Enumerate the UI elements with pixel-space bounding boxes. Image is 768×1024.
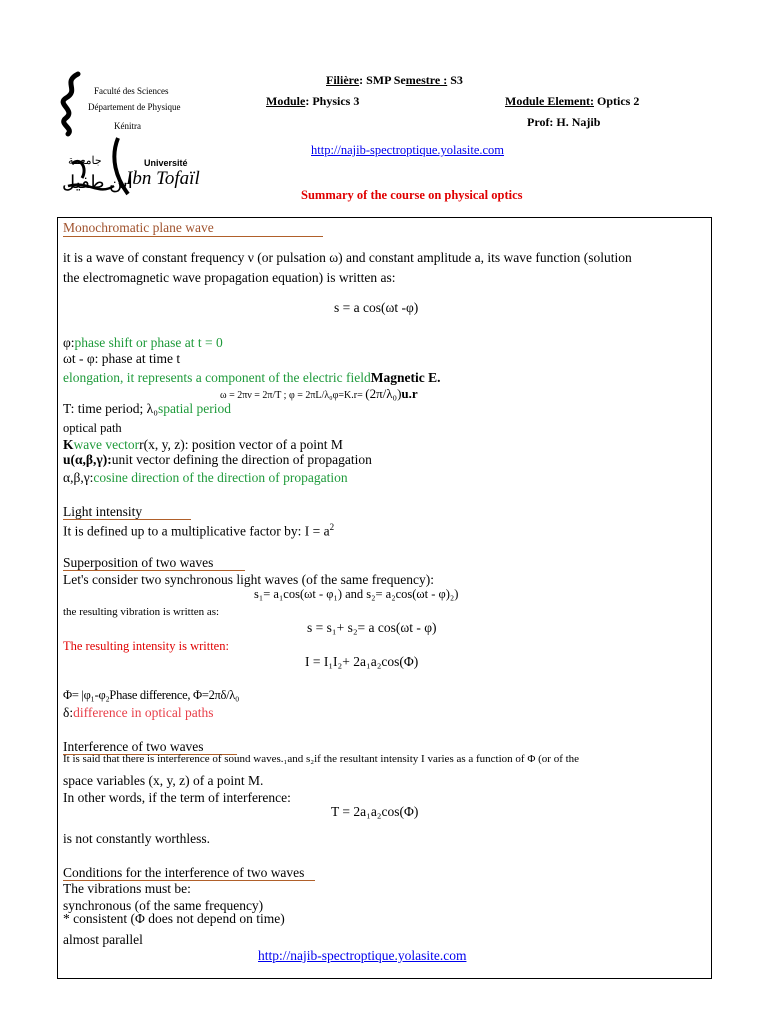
resulting-vibration-label: the resulting vibration is written as: [63,606,220,618]
university-logo [58,68,208,203]
heading-underline [63,519,191,520]
cosine-direction-definition: α,β,γ:cosine direction of the direction of propagation [63,470,348,485]
logo-arabic-name: ابن طفيل [62,172,133,192]
logo-department: Département de Physique [88,102,181,112]
conditions-intro: The vibrations must be: [63,881,191,896]
condition-synchronous: synchronous (of the same frequency) [63,898,264,913]
condition-consistent: * consistent (Φ does not depend on time) [63,911,285,926]
mono-wave-equation: s = a cos(ωt -φ) [334,300,419,315]
resulting-vibration-equation: s = s₁+ s₂= a cos(ωt - φ) [307,620,437,635]
interference-definition-line2: space variables (x, y, z) of a point M. [63,773,264,788]
phi-definition: φ:phase shift or phase at t = 0 [63,335,223,350]
unit-vector-definition: u(α,β,γ):unit vector defining the direction of propagation [63,452,372,467]
section-heading-monochromatic: Monochromatic plane wave [63,220,214,235]
optical-path-label: optical path [63,421,122,435]
interference-definition-line3: In other words, if the term of interference: [63,790,291,805]
interference-definition-line4: is not constantly worthless. [63,831,210,846]
logo-city: Kénitra [114,121,141,131]
resulting-intensity-equation: I = I₁I₂+ 2a₁a₂cos(Φ) [305,654,419,669]
period-definition: T: time period; λ₀spatial period [63,401,232,416]
delta-definition: δ:difference in optical paths [63,705,214,720]
interference-term-equation: T = 2a₁a₂cos(Φ) [331,804,419,819]
logo-arabic-university: جامعــة [68,155,102,167]
phase-difference-definition: Φ= |φ₁-φ₂Phase difference, Φ=2πδ/λ₀ [63,688,240,702]
section-heading-conditions: Conditions for the interference of two waves [63,865,305,880]
footer-website-link[interactable]: http://najib-spectroptique.yolasite.com [258,948,467,963]
omega-relations: ω = 2πν = 2π/T ; φ = 2πL/λ₀φ=K.r= (2π/λ₀)u.r [220,386,418,401]
superposition-intro: Let's consider two synchronous light waves (of the same frequency): [63,572,434,587]
condition-parallel: almost parallel [63,932,143,947]
section-heading-light-intensity: Light intensity [63,504,143,519]
logo-latin-name: Ibn Tofaïl [126,168,200,189]
page-title: Summary of the course on physical optics [301,188,523,202]
phase-at-time-t: ωt - φ: phase at time t [63,351,181,366]
header-filiere: Filière: SMP Semestre : S3 [326,73,463,87]
logo-university-label: Université [144,158,188,168]
header-module-element: Module Element: Optics 2 [505,94,640,108]
wave-vector-definition: Kwave vectorr(x, y, z): position vector of a point M [63,437,343,452]
heading-underline [63,570,245,571]
header-professor: Prof: H. Najib [527,115,601,129]
header-website-link[interactable]: http://najib-spectroptique.yolasite.com [311,143,505,157]
light-intensity-text: It is defined up to a multiplicative factor by: $I = a^2$ [63,522,335,539]
elongation-definition: elongation, it represents a component of the electric fieldMagnetic E. [63,370,441,385]
superposition-wave-equations: s₁= a₁cos(ωt - φ₁) and s₂= a₂cos(ωt - φ)₂) [254,587,459,601]
heading-underline [63,236,323,237]
logo-faculty: Faculté des Sciences [94,86,169,96]
resulting-intensity-label: The resulting intensity is written: [63,639,229,653]
header-module: Module: Physics 3 [266,94,360,108]
mono-paragraph-line2: the electromagnetic wave propagation equation) is written as: [63,270,396,285]
mono-paragraph-line1: it is a wave of constant frequency ν (or pulsation ω) and constant amplitude a, its wave function (solution [63,250,632,265]
section-heading-interference: Interference of two waves [63,739,204,754]
interference-definition-line1: It is said that there is interference of sound waves.₁and s₂if the resultant intensity I varies as a function of Φ (or of the [63,753,580,765]
section-heading-superposition: Superposition of two waves [63,555,214,570]
